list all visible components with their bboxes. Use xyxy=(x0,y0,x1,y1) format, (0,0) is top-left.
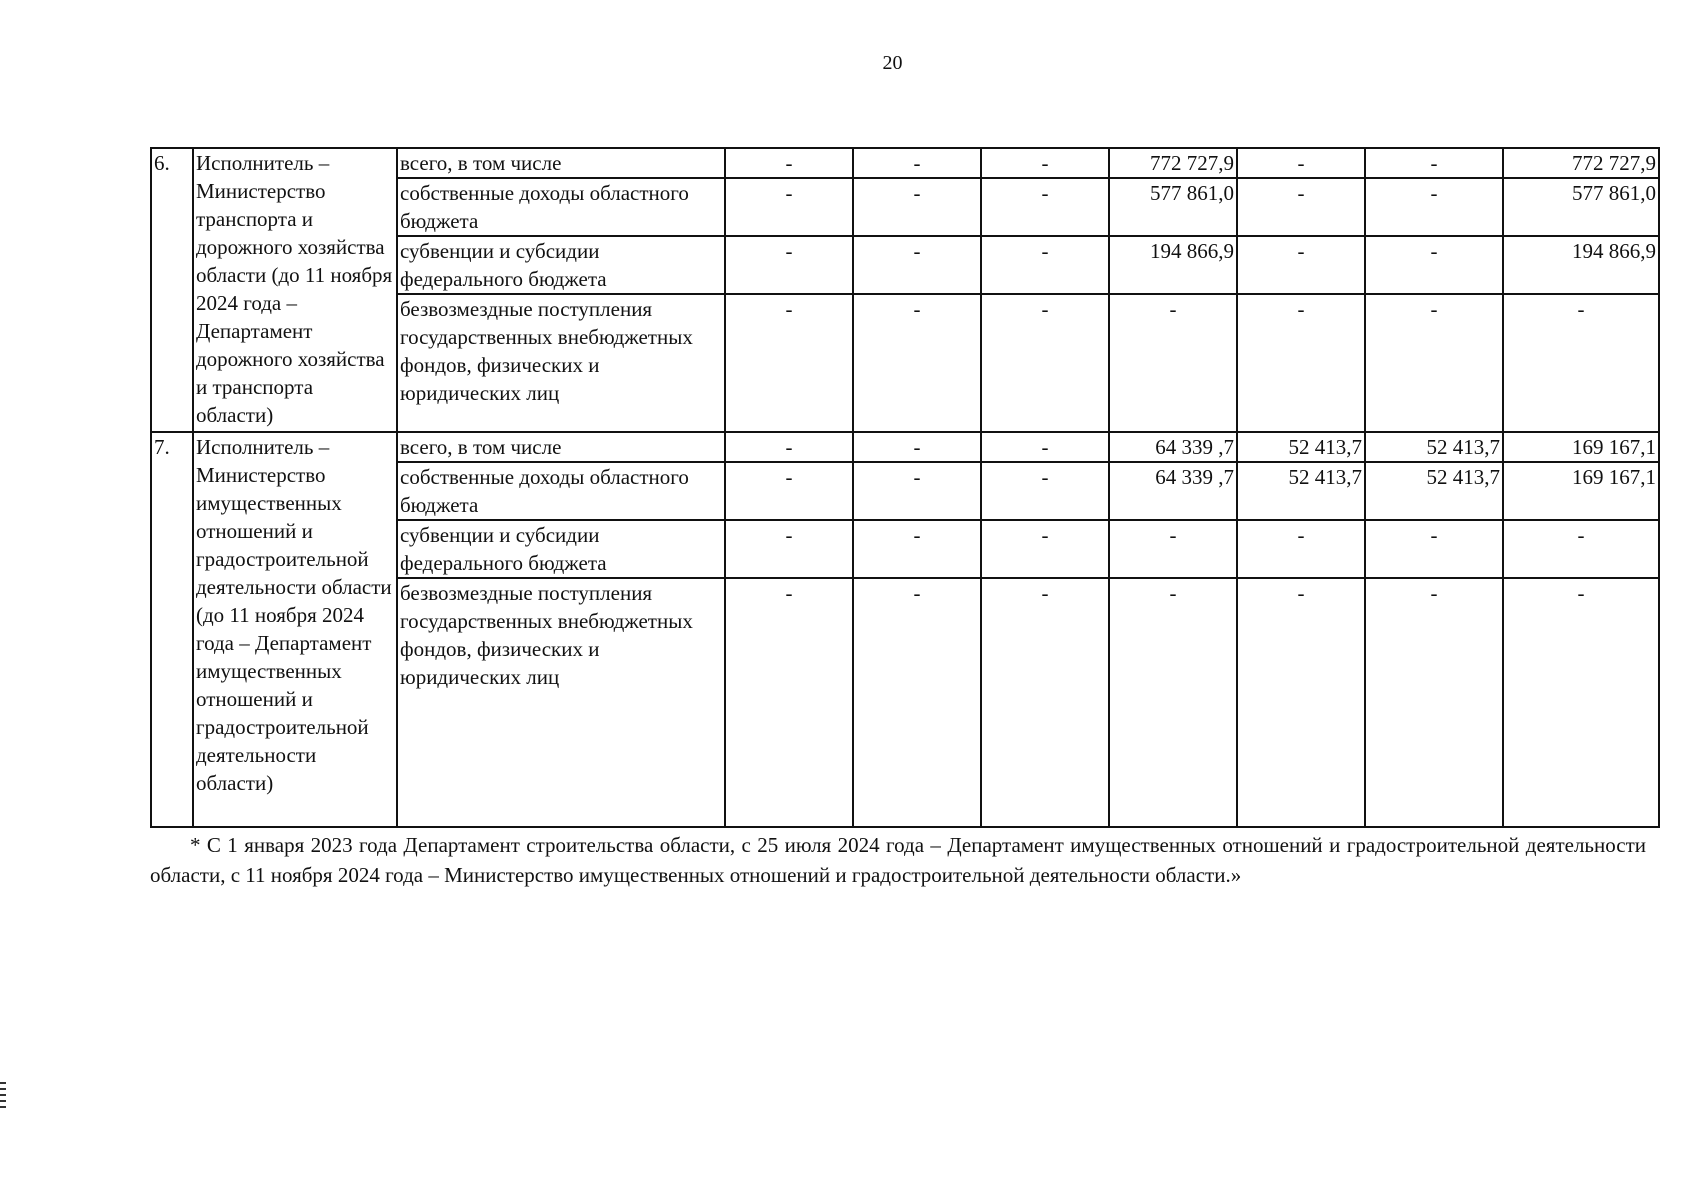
table-row xyxy=(151,432,1659,462)
value-cell: - xyxy=(1503,578,1659,827)
value-cell: 772 727,9 xyxy=(1109,148,1237,178)
value-cell: - xyxy=(1365,578,1503,827)
value-cell: - xyxy=(725,294,853,432)
source-cell: субвенции и субсидии федерального бюджета xyxy=(397,236,725,294)
value-cell: - xyxy=(1237,578,1365,827)
value-cell: - xyxy=(1365,520,1503,578)
value-cell: 52 413,7 xyxy=(1365,432,1503,462)
value-cell: 64 339 ,7 xyxy=(1109,432,1237,462)
value-cell: - xyxy=(981,520,1109,578)
value-cell: - xyxy=(725,148,853,178)
source-cell: собственные доходы областного бюджета xyxy=(397,462,725,520)
value-cell: - xyxy=(853,462,981,520)
value-cell: 52 413,7 xyxy=(1237,432,1365,462)
footnote: * С 1 января 2023 года Департамент строительства области, с 25 июля 2024 года – Департамент имущественных отношений и градостроительной деятельности области, с 11 ноября 2024 года – Министерство имущественных отношений и градостроительной деятельности области.» xyxy=(150,833,1646,887)
value-cell: - xyxy=(981,578,1109,827)
value-cell: - xyxy=(981,462,1109,520)
value-cell: - xyxy=(853,236,981,294)
source-cell: собственные доходы областного бюджета xyxy=(397,178,725,236)
value-cell: - xyxy=(853,520,981,578)
value-cell: - xyxy=(1503,520,1659,578)
value-cell: - xyxy=(981,432,1109,462)
source-cell: безвозмездные поступления государственных внебюджетных фондов, физических и юридических лиц xyxy=(397,294,725,432)
source-cell: безвозмездные поступления государственных внебюджетных фондов, физических и юридических лиц xyxy=(397,578,725,827)
value-cell: - xyxy=(853,178,981,236)
value-cell: - xyxy=(725,462,853,520)
value-cell: - xyxy=(853,578,981,827)
value-cell: - xyxy=(1237,148,1365,178)
value-cell: - xyxy=(1237,236,1365,294)
row-number: 7. xyxy=(151,432,193,827)
value-cell: 52 413,7 xyxy=(1365,462,1503,520)
executor-cell: Исполнитель – Министерство транспорта и дорожного хозяйства области (до 11 ноября 2024 года – Департамент дорожного хозяйства и транспорта области) xyxy=(193,148,397,432)
budget-table xyxy=(150,147,1660,828)
value-cell: - xyxy=(725,236,853,294)
value-cell: 772 727,9 xyxy=(1503,148,1659,178)
source-cell: субвенции и субсидии федерального бюджета xyxy=(397,520,725,578)
value-cell: - xyxy=(981,294,1109,432)
value-cell: - xyxy=(981,236,1109,294)
value-cell: - xyxy=(853,432,981,462)
value-cell: 194 866,9 xyxy=(1109,236,1237,294)
value-cell: - xyxy=(1365,294,1503,432)
value-cell: 194 866,9 xyxy=(1503,236,1659,294)
value-cell: - xyxy=(1109,294,1237,432)
value-cell: 577 861,0 xyxy=(1109,178,1237,236)
value-cell: - xyxy=(1365,178,1503,236)
margin-marks xyxy=(0,1082,6,1112)
value-cell: - xyxy=(1237,178,1365,236)
page-number: 20 xyxy=(882,52,903,74)
row-number: 6. xyxy=(151,148,193,432)
value-cell: - xyxy=(853,294,981,432)
value-cell: - xyxy=(853,148,981,178)
source-cell: всего, в том числе xyxy=(397,432,725,462)
value-cell: - xyxy=(1237,294,1365,432)
value-cell: - xyxy=(1109,520,1237,578)
value-cell: - xyxy=(1109,578,1237,827)
value-cell: - xyxy=(981,148,1109,178)
value-cell: 577 861,0 xyxy=(1503,178,1659,236)
source-cell: всего, в том числе xyxy=(397,148,725,178)
executor-cell: Исполнитель – Министерство имущественных отношений и градостроительной деятельности области (до 11 ноября 2024 года – Департамент имущественных отношений и градостроительной деятельности области) xyxy=(193,432,397,827)
table-row xyxy=(151,148,1659,178)
value-cell: 169 167,1 xyxy=(1503,432,1659,462)
value-cell: - xyxy=(725,432,853,462)
value-cell: - xyxy=(1365,148,1503,178)
value-cell: 64 339 ,7 xyxy=(1109,462,1237,520)
value-cell: - xyxy=(1503,294,1659,432)
value-cell: - xyxy=(1237,520,1365,578)
value-cell: - xyxy=(725,520,853,578)
value-cell: - xyxy=(725,178,853,236)
value-cell: - xyxy=(725,578,853,827)
value-cell: 169 167,1 xyxy=(1503,462,1659,520)
value-cell: - xyxy=(981,178,1109,236)
value-cell: - xyxy=(1365,236,1503,294)
value-cell: 52 413,7 xyxy=(1237,462,1365,520)
